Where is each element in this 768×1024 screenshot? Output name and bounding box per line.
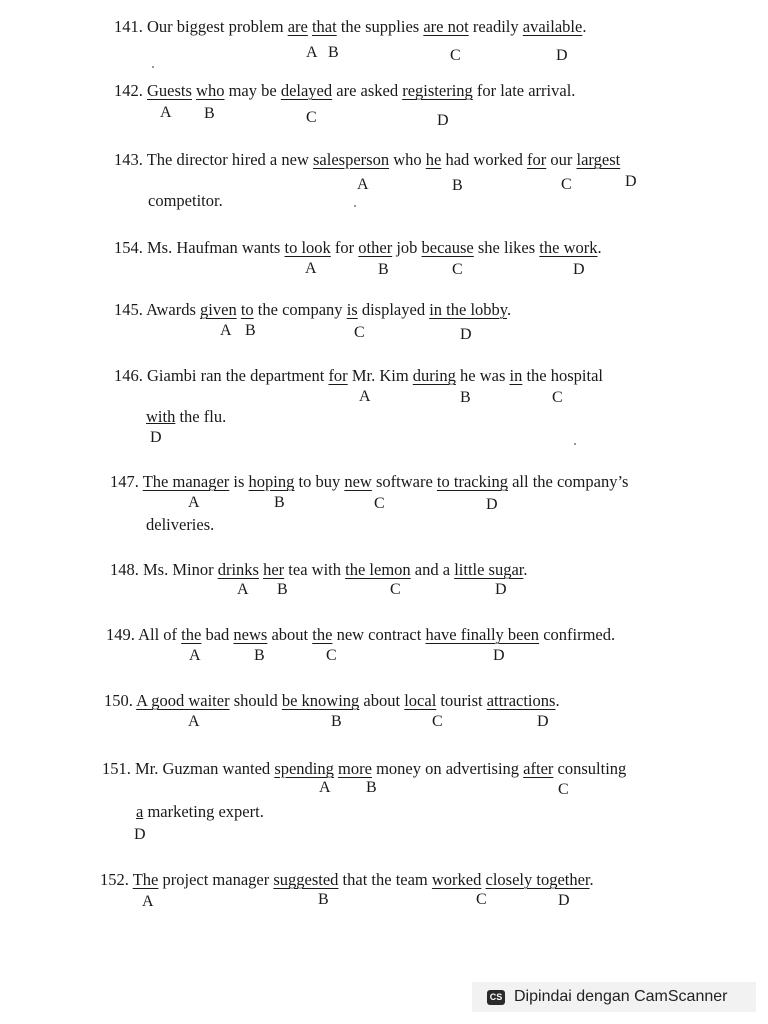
question-text: readily	[468, 17, 523, 36]
option-letter-d: D	[495, 581, 507, 598]
underlined-option-text: her	[263, 560, 285, 579]
option-letter-a: A	[305, 260, 317, 277]
underlined-option-text: news	[233, 625, 268, 644]
question-number: 150.	[104, 691, 133, 710]
option-letter-d: D	[625, 173, 637, 190]
question-line	[106, 625, 615, 645]
option-letter-c: C	[452, 261, 463, 278]
underlined-option-text: the	[312, 625, 333, 644]
underlined-option-text: largest	[576, 150, 621, 169]
option-letter-a: A	[319, 779, 331, 796]
question-line	[100, 870, 594, 890]
underlined-option-text: is	[346, 300, 358, 319]
option-letter-a: A	[357, 176, 369, 193]
underlined-option-text: for	[527, 150, 547, 169]
underlined-option-text: the work	[539, 238, 598, 257]
option-letter-c: C	[354, 324, 365, 341]
question-text: new contract	[332, 625, 426, 644]
option-letter-c: C	[374, 495, 385, 512]
underlined-option-text: more	[338, 759, 372, 778]
option-letter-b: B	[378, 261, 389, 278]
question-text: who	[389, 150, 426, 169]
underlined-option-text: a	[136, 802, 144, 821]
underlined-option-text: local	[404, 691, 437, 710]
question-text: our	[546, 150, 577, 169]
option-letter-c: C	[306, 109, 317, 126]
question-text: competitor.	[148, 191, 223, 210]
option-letter-c: C	[326, 647, 337, 664]
underlined-option-text: registering	[402, 81, 473, 100]
option-letter-d: D	[134, 826, 146, 843]
question-text: money on advertising	[371, 759, 524, 778]
underlined-option-text: available	[522, 17, 583, 36]
underlined-option-text: salesperson	[313, 150, 390, 169]
option-letter-c: C	[552, 389, 563, 406]
underlined-option-text: little sugar	[454, 560, 524, 579]
option-letter-b: B	[331, 713, 342, 730]
underlined-option-text: are	[287, 17, 308, 36]
question-text: Ms. Minor	[138, 560, 218, 579]
underlined-option-text: in the lobby	[429, 300, 507, 319]
option-letter-d: D	[573, 261, 585, 278]
question-text: for late arrival.	[472, 81, 576, 100]
option-letter-b: B	[366, 779, 377, 796]
underlined-option-text: drinks	[217, 560, 259, 579]
question-number: 146.	[114, 366, 143, 385]
question-text: and a	[410, 560, 455, 579]
question-text: should	[229, 691, 282, 710]
option-letter-d: D	[486, 496, 498, 513]
question-number: 148.	[110, 560, 139, 579]
question-text: displayed	[357, 300, 430, 319]
question-continuation	[148, 191, 223, 211]
question-text: software	[371, 472, 437, 491]
option-letter-b: B	[277, 581, 288, 598]
option-letter-a: A	[220, 322, 232, 339]
question-number: 147.	[110, 472, 139, 491]
question-text: about	[359, 691, 405, 710]
question-text: she likes	[473, 238, 540, 257]
question-line	[114, 300, 511, 320]
question-text: consulting	[553, 759, 627, 778]
underlined-option-text: attractions	[486, 691, 556, 710]
question-number: 143.	[114, 150, 143, 169]
option-letter-b: B	[245, 322, 256, 339]
question-text: The director hired a new	[142, 150, 313, 169]
option-letter-b: B	[318, 891, 329, 908]
question-text: Ms. Haufman wants	[142, 238, 285, 257]
question-text: All of	[134, 625, 182, 644]
option-letter-a: A	[188, 494, 200, 511]
question-continuation	[146, 515, 214, 535]
underlined-option-text: that	[311, 17, 337, 36]
option-letter-d: D	[558, 892, 570, 909]
option-letter-a: A	[237, 581, 249, 598]
question-text: .	[523, 560, 528, 579]
underlined-option-text: the	[181, 625, 202, 644]
question-number: 154.	[114, 238, 143, 257]
underlined-option-text: spending	[274, 759, 334, 778]
question-text: he was	[455, 366, 510, 385]
option-letter-d: D	[460, 326, 472, 343]
question-text: project manager	[158, 870, 274, 889]
question-line	[114, 17, 586, 37]
underlined-option-text: suggested	[273, 870, 339, 889]
question-text: .	[597, 238, 602, 257]
underlined-option-text: during	[412, 366, 456, 385]
question-text: marketing expert.	[143, 802, 264, 821]
underlined-option-text: delayed	[280, 81, 333, 100]
scan-speck	[152, 66, 154, 68]
watermark-text: Dipindai dengan CamScanner	[514, 988, 728, 1005]
underlined-option-text: to	[240, 300, 254, 319]
underlined-option-text: given	[200, 300, 237, 319]
underlined-option-text: for	[328, 366, 348, 385]
option-letter-d: D	[537, 713, 549, 730]
question-text: .	[582, 17, 587, 36]
question-number: 142.	[114, 81, 143, 100]
question-line	[114, 366, 603, 386]
underlined-option-text: with	[146, 407, 176, 426]
question-line	[102, 759, 626, 779]
underlined-option-text: new	[344, 472, 372, 491]
question-text: the hospital	[522, 366, 603, 385]
question-text: Mr. Kim	[347, 366, 413, 385]
question-line	[104, 691, 560, 711]
option-letter-b: B	[204, 105, 215, 122]
option-letter-c: C	[561, 176, 572, 193]
option-letter-a: A	[188, 713, 200, 730]
question-text: .	[589, 870, 594, 889]
question-text: is	[229, 472, 249, 491]
option-letter-a: A	[160, 104, 172, 121]
underlined-option-text: he	[425, 150, 442, 169]
underlined-option-text: in	[509, 366, 523, 385]
option-letter-d: D	[493, 647, 505, 664]
question-line	[114, 238, 602, 258]
question-text: the company	[253, 300, 347, 319]
underlined-option-text: because	[421, 238, 474, 257]
option-letter-b: B	[274, 494, 285, 511]
question-text: about	[267, 625, 313, 644]
question-text: may be	[224, 81, 281, 100]
question-text: to buy	[294, 472, 345, 491]
underlined-option-text: after	[523, 759, 554, 778]
question-number: 145.	[114, 300, 143, 319]
question-number: 151.	[102, 759, 131, 778]
question-text: .	[506, 300, 512, 319]
question-text: had worked	[441, 150, 528, 169]
question-text: confirmed.	[539, 625, 616, 644]
question-text: deliveries.	[146, 515, 215, 534]
underlined-option-text: other	[358, 238, 393, 257]
underlined-option-text: Guests	[147, 81, 192, 100]
question-line	[114, 81, 575, 101]
scan-speck	[574, 443, 576, 445]
option-letter-d: D	[150, 429, 162, 446]
question-line	[114, 150, 620, 170]
option-letter-c: C	[476, 891, 487, 908]
option-letter-c: C	[390, 581, 401, 598]
question-text: that the team	[338, 870, 432, 889]
option-letter-b: B	[452, 177, 463, 194]
question-text: for	[330, 238, 359, 257]
underlined-option-text: the lemon	[345, 560, 411, 579]
option-letter-b: B	[254, 647, 265, 664]
scanner-watermark	[472, 982, 756, 1012]
option-letter-a: A	[306, 44, 318, 61]
underlined-option-text: A good waiter	[136, 691, 230, 710]
underlined-option-text: who	[196, 81, 225, 100]
underlined-option-text: closely together	[485, 870, 590, 889]
question-line	[110, 560, 528, 580]
scan-speck	[354, 205, 356, 207]
question-text: Awards	[142, 300, 201, 319]
option-letter-c: C	[450, 47, 461, 64]
question-text: tea with	[284, 560, 346, 579]
underlined-option-text: be knowing	[281, 691, 360, 710]
question-text: the flu.	[175, 407, 227, 426]
question-text: .	[555, 691, 560, 710]
option-letter-a: A	[189, 647, 201, 664]
question-number: 141.	[114, 17, 143, 36]
underlined-option-text: worked	[431, 870, 482, 889]
question-continuation	[136, 802, 264, 822]
option-letter-c: C	[558, 781, 569, 798]
question-text: all the company’s	[507, 472, 629, 491]
question-number: 152.	[100, 870, 129, 889]
underlined-option-text: The manager	[142, 472, 230, 491]
underlined-option-text: The	[132, 870, 159, 889]
underlined-option-text: hoping	[248, 472, 295, 491]
underlined-option-text: have finally been	[425, 625, 540, 644]
option-letter-d: D	[556, 47, 568, 64]
camscanner-logo-icon: CS	[487, 990, 505, 1005]
question-number: 149.	[106, 625, 135, 644]
question-line	[110, 472, 628, 492]
underlined-option-text: are not	[423, 17, 469, 36]
question-text: Our biggest problem	[142, 17, 288, 36]
question-continuation	[146, 407, 226, 427]
question-text: Mr. Guzman wanted	[130, 759, 275, 778]
option-letter-a: A	[359, 388, 371, 405]
option-letter-c: C	[432, 713, 443, 730]
option-letter-a: A	[142, 893, 154, 910]
underlined-option-text: to tracking	[436, 472, 508, 491]
option-letter-d: D	[437, 112, 449, 129]
question-text: the supplies	[336, 17, 424, 36]
question-text: tourist	[436, 691, 487, 710]
question-text: job	[392, 238, 422, 257]
underlined-option-text: to look	[284, 238, 331, 257]
option-letter-b: B	[328, 44, 339, 61]
question-text: bad	[201, 625, 234, 644]
question-text: are asked	[332, 81, 403, 100]
question-text: Giambi ran the department	[142, 366, 329, 385]
option-letter-b: B	[460, 389, 471, 406]
